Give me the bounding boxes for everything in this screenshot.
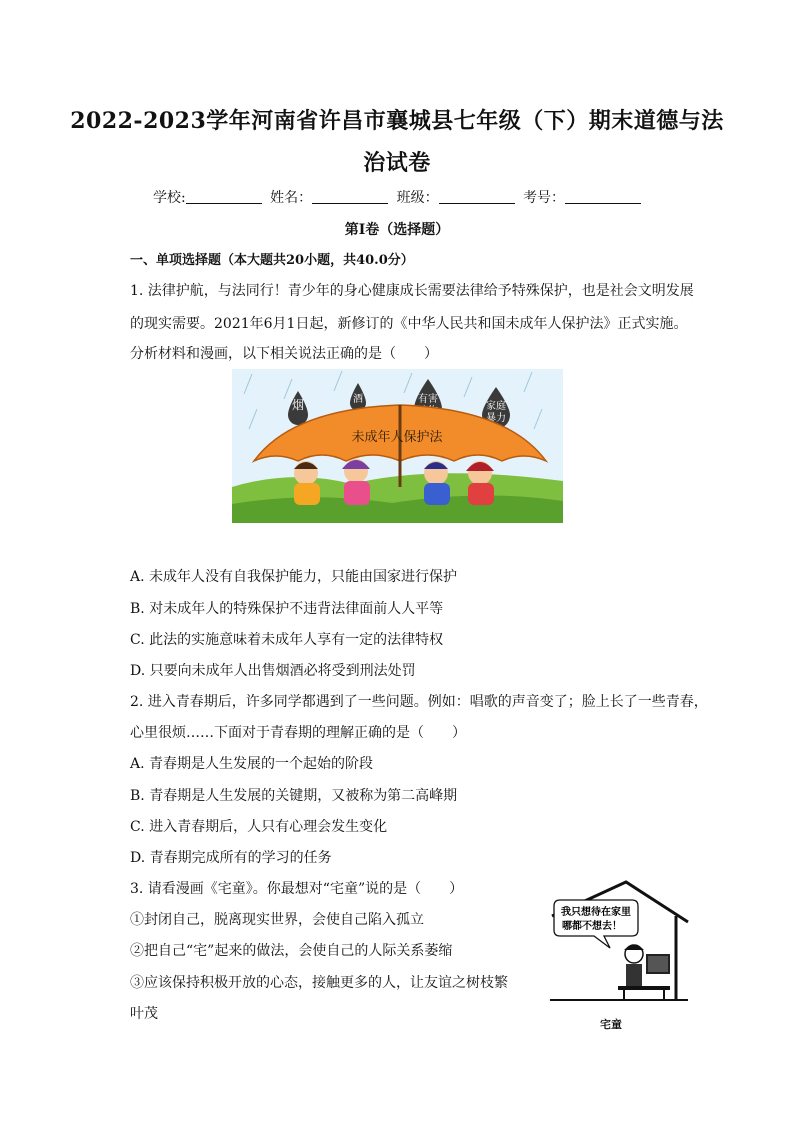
q3-figure-caption: 宅童 [600, 1018, 622, 1031]
q2-option-b: B. 青春期是人生发展的关键期，又被称为第二高峰期 [130, 788, 458, 804]
q2-option-a: A. 青春期是人生发展的一个起始的阶段 [130, 756, 374, 772]
q1-cartoon-figure [232, 369, 563, 523]
exam-no-label: 考号： [523, 190, 566, 206]
bubble-line2: 哪都不想去！ [562, 921, 622, 932]
umbrella-label: 未成年人保护法 [351, 430, 443, 445]
q1-option-b: B. 对未成年人的特殊保护不违背法律面前人人平等 [130, 601, 444, 617]
q3-item-2: ②把自己“宅”起来的做法，会使自己的人际关系萎缩 [130, 943, 453, 959]
section-title: 第I卷（选择题） [344, 222, 450, 238]
q3-item-3-cont: 叶茂 [130, 1006, 158, 1022]
q1-option-c: C. 此法的实施意味着未成年人享有一定的法律特权 [130, 632, 444, 648]
q1-line1: 1. 法律护航，与法同行！青少年的身心健康成长需要法律给予特殊保护，也是社会文明发展 [130, 283, 694, 299]
drop-label-4b: 暴力 [486, 413, 506, 424]
q2-line2: 心里很烦……下面对于青春期的理解正确的是（ ） [130, 725, 466, 741]
q1-line3: 分析材料和漫画，以下相关说法正确的是（ ） [130, 346, 438, 362]
name-label: 姓名： [270, 190, 313, 206]
q1-line2: 的现实需要。2021年6月1日起，新修订的《中华人民共和国未成年人保护法》正式实施。 [130, 316, 688, 332]
q3-item-3: ③应该保持积极开放的心态，接触更多的人，让友谊之树枝繁 [130, 975, 508, 991]
part-title: 一、单项选择题（本大题共20小题，共40.0分） [130, 253, 414, 268]
q3-item-1: ①封闭自己，脱离现实世界，会使自己陷入孤立 [130, 912, 424, 928]
name-blank [312, 189, 388, 204]
class-label: 班级： [396, 190, 439, 206]
class-blank [439, 189, 515, 204]
q3-line1: 3. 请看漫画《宅童》。你最想对“宅童”说的是（ ） [130, 881, 464, 897]
drop-label-2: 酒 [353, 394, 363, 405]
exam-no-blank [565, 189, 641, 204]
school-label: 学校: [152, 190, 186, 206]
drop-label-3a: 有害 [418, 394, 438, 405]
school-blank [186, 189, 262, 204]
q1-option-a: A. 未成年人没有自我保护能力，只能由国家进行保护 [130, 569, 458, 585]
q1-option-d: D. 只要向未成年人出售烟酒必将受到刑法处罚 [130, 663, 416, 679]
exam-title-line2: 治试卷 [363, 150, 431, 176]
exam-title-line1: 2022-2023学年河南省许昌市襄城县七年级（下）期末道德与法 [70, 108, 724, 134]
student-info-row [0, 187, 794, 207]
q2-line1: 2. 进入青春期后，许多同学都遇到了一些问题。例如：唱歌的声音变了；脸上长了一些青春， [130, 694, 708, 710]
drop-label-4a: 家庭 [486, 401, 506, 412]
q2-option-d: D. 青春期完成所有的学习的任务 [130, 850, 332, 866]
q2-option-c: C. 进入青春期后，人只有心理会发生变化 [130, 819, 388, 835]
q3-cartoon-figure [548, 878, 690, 1030]
drop-label-1: 烟 [291, 398, 305, 412]
bubble-line1: 我只想待在家里 [561, 907, 631, 918]
